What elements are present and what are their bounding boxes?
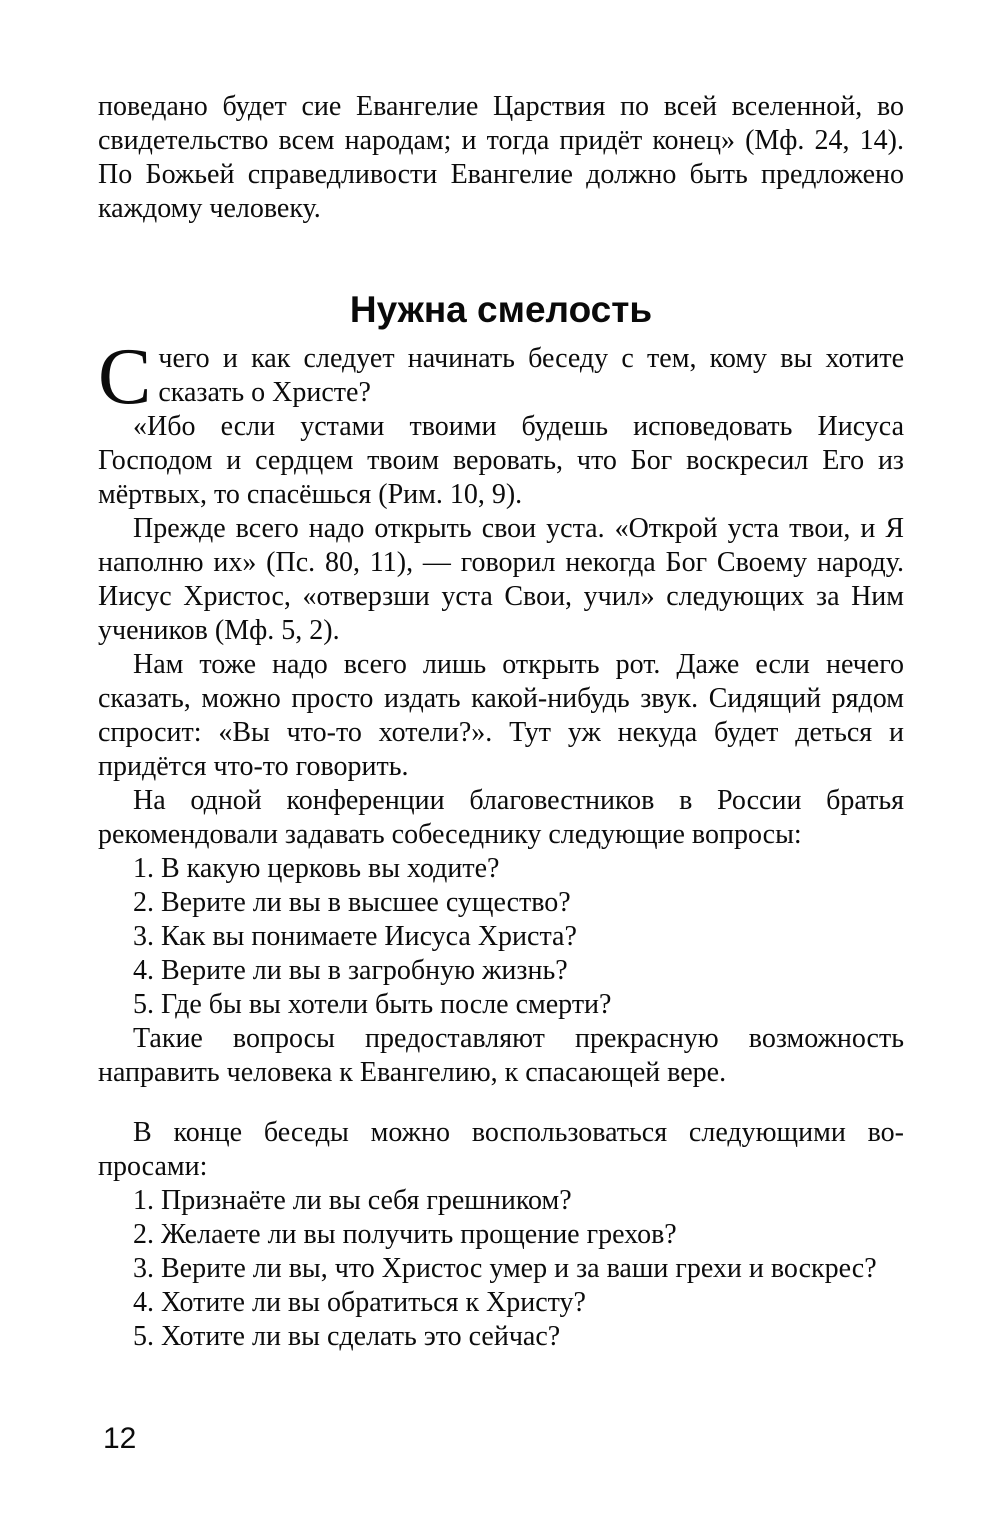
question-item: 2. Верите ли вы в высшее существо?	[133, 887, 571, 918]
question-item: 1. В какую церковь вы ходите?	[133, 853, 500, 884]
paragraph-gospel-continuation: поведано будет сие Евангелие Царствия по всей вселенной, во свидетельство всем народам; и тогда придёт конец» (Мф. 24, 14). По Божьей справедливости Евангелие должно быть предложено каждому человеку.	[98, 91, 904, 224]
question-item: 5. Где бы вы хотели быть после смерти?	[133, 989, 612, 1020]
question-item: 2. Желаете ли вы получить прощение грехов?	[133, 1219, 677, 1250]
paragraph-make-sound: Нам тоже надо всего лишь открыть рот. Даже если нечего сказать, можно просто издать какой-нибудь звук. Сидящий рядом спросит: «Вы что-то хотели?». Тут уж некуда будет деться и придётся что-то говорить.	[98, 649, 904, 782]
paragraph-opening	[98, 333, 904, 421]
section-title: Нужна смелость	[349, 289, 653, 330]
question-list-opening	[98, 852, 904, 1022]
question-item: 3. Как вы понимаете Иисуса Христа?	[133, 921, 577, 952]
drop-cap-letter: С	[98, 333, 152, 421]
question-item: 4. Верите ли вы в загробную жизнь?	[133, 955, 568, 986]
text-block	[98, 90, 904, 1354]
page-number: 12	[103, 1422, 137, 1455]
question-item: 1. Признаёте ли вы себя грешником?	[133, 1185, 572, 1216]
question-list-closing	[98, 1184, 904, 1354]
question-item: 5. Хотите ли вы сделать это сейчас?	[133, 1321, 561, 1352]
paragraph-closing-intro: В конце беседы можно воспользоваться следующими вопросами:	[98, 1117, 904, 1182]
paragraph-open-mouth: Прежде всего надо открыть свои уста. «Открой уста твои, и Я наполню их» (Пс. 80, 11), — говорил некогда Бог Своему народу. Иисус Христос, «отверзши уста Свои, учил» следующих за Ним учеников (Мф. 5, 2).	[98, 513, 904, 646]
paragraph-confess-scripture: «Ибо если устами твоими будешь исповедовать Иисуса Господом и сердцем твоим веровать, что Бог воскресил Его из мёртвых, то спасёшься (Рим. 10, 9).	[98, 411, 904, 510]
paragraph-conference-intro: На одной конференции благовестников в России братья рекомендовали задавать собеседнику следующие вопросы:	[98, 785, 904, 850]
paragraph-opening-text: чего и как следует начинать беседу с тем, кому вы хотите сказать о Христе?	[158, 343, 904, 408]
question-item: 4. Хотите ли вы обратиться к Христу?	[133, 1287, 586, 1318]
question-item: 3. Верите ли вы, что Христос умер и за ваши грехи и воскрес?	[133, 1253, 877, 1284]
paragraph-such-questions: Такие вопросы предоставляют прекрасную возможность направить человека к Евангелию, к спасающей вере.	[98, 1023, 904, 1088]
